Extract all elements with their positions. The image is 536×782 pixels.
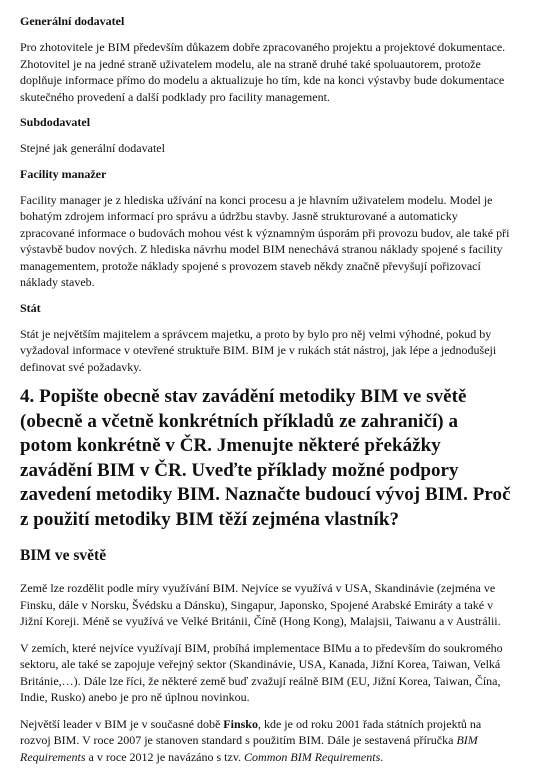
question-heading: 4. Popište obecně stav zavádění metodiky BIM ve světě (obecně a včetně konkrétních příkladů ze zahraničí) a potom konkrétně v ČR. Jmenujte některé překážky zavádění BIM v ČR. Uveďte příklady možné podpory zavedení metodiky BIM. Naznačte budoucí vývoj BIM. Proč z použití metodiky BIM těží zejména vlastník? <box>20 386 511 530</box>
paragraph-3-text-b: , kde je od roku 2001 řada státních projektů na rozvoj BIM. V roce 2007 je stanoven standard s použitím BIM. Dále je sestavená příručka <box>20 716 482 747</box>
section-heading-state: Stát <box>20 300 41 315</box>
section-text-subcontractor: Stejné jak generální dodavatel <box>20 141 165 155</box>
paragraph-3-bold-country: Finsko <box>223 716 258 731</box>
section-heading-facility-manager: Facility manažer <box>20 166 107 181</box>
section-heading-general-contractor: Generální dodavatel <box>20 14 125 28</box>
section-text-general-contractor: Pro zhotovitele je BIM především důkazem dobře zpracovaného projektu a projektové dokumentace. Zhotovitel je na jedné straně uživatelem modelu, ale na straně druhé také spoluautorem, protože doplňuje informace přímo do modelu a aktualizuje ho tím, kde na konci výstavby bude dokumentace skutečného provedení a další podklady pro facility management. <box>20 40 506 104</box>
bim-world-paragraph-1: Země lze rozdělit podle míry využívání BIM. Nejvíce se využívá v USA, Skandinávie (zejména ve Finsku, dále v Norsku, Švédsku a Dánsku), Singapur, Japonsko, Spojené Arabské Emiráty a také v Jižní Koreji. Méně se využívá ve Velké Británii, Číně (Hong Kong), Malajsii, Taiwanu a v Austrálii. <box>20 581 501 628</box>
paragraph-3-text-d: . <box>380 749 384 764</box>
section-heading-subcontractor: Subdodavatel <box>20 115 91 129</box>
section-text-facility-manager: Facility manager je z hlediska užívání na konci procesu a je hlavním uživatelem modelu. Model je bohatým zdrojem informací pro správu a údržbu stavby. Jasně strukturované a automaticky zpracované informace o budovách mohou vést k významným úsporám při provozu budov, ale také při výstavbě budov nových. Z hlediska návrhu model BIM nenechává stranou náklady spojené s facility managementem, protože náklady spojené s provozem staveb někdy značně převyšují pořizovací náklady staveb. <box>20 192 510 289</box>
paragraph-3-italic-common-bim-requirements: Common BIM Requirements <box>244 749 381 764</box>
section-text-state: Stát je největším majitelem a správcem majetku, a proto by bylo pro něj velmi výhodné, pokud by vyžadoval informace v otevřené struktuře BIM. BIM je v rukách stát nástroj, jak lépe a jednodušeji definovat své požadavky. <box>20 326 497 374</box>
bim-world-paragraph-2: V zemích, které nejvíce využívají BIM, probíhá implementace BIMu a to především do soukromého sektoru, ale také se zapojuje veřejný sektor (Skandinávie, USA, Kanada, Jižní Korea, Taiwan, Velká Británie,…). Dále lze říci, že některé země buď zvažují reálně BIM (EU, Jižní Korea, Taiwan, Čína, Indie, Rusko) anebo je pro ně úplnou novinkou. <box>20 640 503 704</box>
paragraph-3-text-a: Největší leader v BIM je v současné době <box>20 716 224 731</box>
paragraph-3-italic-bim-requirements: BIM Requirements <box>20 733 478 764</box>
paragraph-3-text-c: a v roce 2012 je navázáno s tzv. <box>85 749 245 764</box>
bim-world-heading: BIM ve světě <box>20 547 107 564</box>
bim-world-paragraph-3 <box>20 716 514 766</box>
